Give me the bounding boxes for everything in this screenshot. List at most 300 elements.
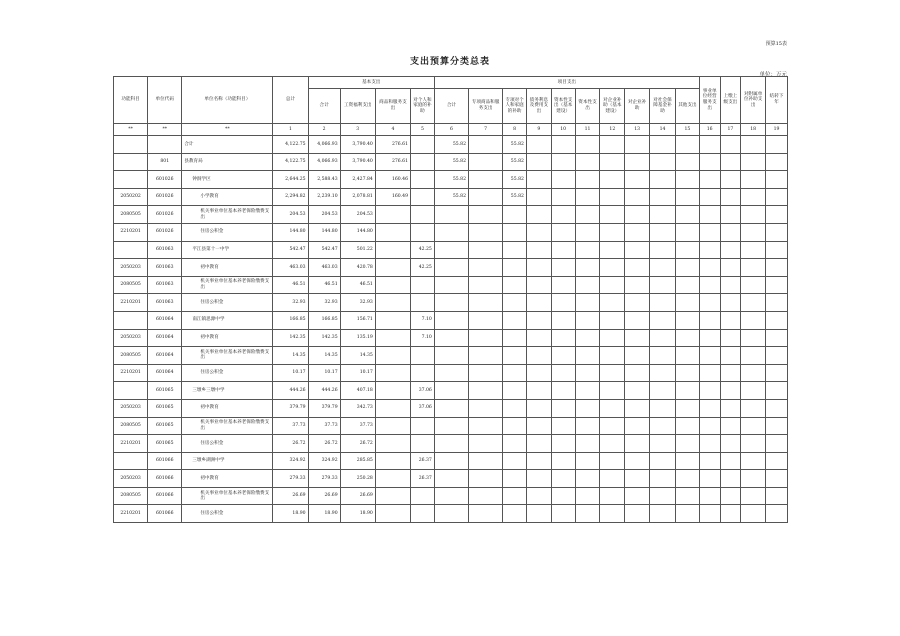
empty-cell [675,311,699,329]
empty-cell [526,136,551,154]
table-row [114,329,788,347]
empty-cell [766,347,788,365]
basic-person-cell [411,206,435,224]
func-code-cell: 2080505 [114,417,148,435]
empty-cell [551,487,575,505]
total-cell: 26.69 [273,487,308,505]
empty-cell [650,364,676,382]
unit-name-cell: 三墩乡湖洲中学 [182,452,273,470]
empty-cell [675,505,699,523]
budget-table [113,76,788,523]
empty-cell [720,417,741,435]
project-total-cell [434,223,468,241]
empty-cell [741,136,766,154]
empty-cell [526,470,551,488]
func-code-cell: 2050203 [114,329,148,347]
basic-total-cell: 46.51 [308,276,340,294]
empty-cell [575,382,600,400]
project-goods-cell [469,294,503,312]
empty-cell [766,153,788,171]
project-total-cell [434,399,468,417]
empty-cell [526,382,551,400]
empty-cell [766,276,788,294]
total-cell: 142.35 [273,329,308,347]
empty-cell [741,487,766,505]
empty-cell [741,206,766,224]
unit-code-cell: 601065 [148,399,182,417]
empty-cell [741,276,766,294]
empty-cell [600,505,625,523]
empty-cell [625,399,650,417]
project-person-cell: 55.82 [503,136,527,154]
project-person-cell [503,329,527,347]
unit-code-cell: 601064 [148,311,182,329]
empty-cell [600,223,625,241]
project-goods-cell [469,171,503,189]
empty-cell [625,153,650,171]
basic-total-cell: 463.03 [308,259,340,277]
unit-name-cell: 住房公积金 [182,505,273,523]
project-total-cell [434,470,468,488]
header-unit-code: 单位代码 [148,77,182,124]
empty-cell [526,435,551,453]
total-cell: 144.80 [273,223,308,241]
empty-cell [766,311,788,329]
project-goods-cell [469,505,503,523]
empty-cell [526,276,551,294]
basic-salary-cell: 46.51 [340,276,375,294]
basic-salary-cell: 26.72 [340,435,375,453]
project-person-cell [503,470,527,488]
func-code-cell: 2210201 [114,223,148,241]
empty-cell [575,399,600,417]
empty-cell [600,241,625,259]
empty-cell [699,452,720,470]
empty-cell [766,206,788,224]
basic-person-cell [411,294,435,312]
basic-person-cell [411,153,435,171]
header-project-sub: 资本性支出（基本建设） [551,89,575,124]
basic-person-cell [411,364,435,382]
unit-code-cell: 601064 [148,329,182,347]
project-total-cell [434,487,468,505]
basic-total-cell: 10.17 [308,364,340,382]
empty-cell [600,294,625,312]
empty-cell [625,223,650,241]
basic-salary-cell: 501.22 [340,241,375,259]
index-cell: 5 [411,124,435,136]
unit-name-cell: 钟洞学区 [182,171,273,189]
empty-cell [741,347,766,365]
empty-cell [741,294,766,312]
unit-code-cell: 601066 [148,487,182,505]
func-code-cell: 2080505 [114,487,148,505]
project-total-cell [434,329,468,347]
empty-cell [650,276,676,294]
project-person-cell [503,417,527,435]
empty-cell [699,188,720,206]
empty-cell [741,329,766,347]
project-total-cell [434,505,468,523]
basic-goods-cell [375,311,410,329]
empty-cell [650,470,676,488]
project-person-cell [503,435,527,453]
total-cell: 463.03 [273,259,308,277]
index-cell: 11 [575,124,600,136]
project-total-cell [434,276,468,294]
empty-cell [720,382,741,400]
project-goods-cell [469,259,503,277]
empty-cell [551,435,575,453]
empty-cell [766,470,788,488]
empty-cell [650,188,676,206]
project-goods-cell [469,188,503,206]
empty-cell [741,259,766,277]
empty-cell [600,470,625,488]
total-cell: 14.35 [273,347,308,365]
header-extra-1: 上缴上级支出 [720,77,741,124]
basic-person-cell [411,276,435,294]
empty-cell [699,136,720,154]
basic-total-cell: 18.90 [308,505,340,523]
header-basic-sub: 商品和服务支出 [375,89,410,124]
func-code-cell [114,241,148,259]
empty-cell [526,223,551,241]
header-project-sub: 对企业补助（基本建设） [600,89,625,124]
empty-cell [575,311,600,329]
empty-cell [600,417,625,435]
empty-cell [699,276,720,294]
header-unit-name: 单位名称（功能科目） [182,77,273,124]
empty-cell [675,470,699,488]
empty-cell [600,364,625,382]
project-person-cell [503,241,527,259]
empty-cell [551,382,575,400]
unit-name-cell: 机关事业单位基本养老保险缴费支出 [182,417,273,435]
empty-cell [650,487,676,505]
empty-cell [551,171,575,189]
empty-cell [575,136,600,154]
empty-cell [766,364,788,382]
basic-total-cell: 324.92 [308,452,340,470]
empty-cell [551,452,575,470]
empty-cell [766,241,788,259]
index-cell: 8 [503,124,527,136]
basic-person-cell [411,417,435,435]
func-code-cell: 2080505 [114,347,148,365]
project-total-cell: 55.82 [434,136,468,154]
header-basic-sub: 合计 [308,89,340,124]
unit-code-cell [148,136,182,154]
table-row [114,382,788,400]
empty-cell [600,206,625,224]
project-person-cell: 55.82 [503,171,527,189]
basic-salary-cell: 3,790.40 [340,153,375,171]
empty-cell [699,382,720,400]
basic-total-cell: 37.73 [308,417,340,435]
basic-goods-cell: 160.49 [375,188,410,206]
func-code-cell: 2210201 [114,294,148,312]
project-goods-cell [469,276,503,294]
basic-total-cell: 2,588.43 [308,171,340,189]
func-code-cell: 2050203 [114,259,148,277]
project-goods-cell [469,435,503,453]
total-cell: 46.51 [273,276,308,294]
empty-cell [526,399,551,417]
project-goods-cell [469,329,503,347]
index-cell: 2 [308,124,340,136]
project-goods-cell [469,470,503,488]
empty-cell [675,171,699,189]
basic-goods-cell [375,294,410,312]
project-goods-cell [469,417,503,435]
unit-code-cell: 601063 [148,259,182,277]
total-cell: 166.85 [273,311,308,329]
total-cell: 279.33 [273,470,308,488]
index-cell: 13 [625,124,650,136]
empty-cell [766,223,788,241]
empty-cell [625,171,650,189]
empty-cell [575,259,600,277]
table-row [114,171,788,189]
unit-code-cell: 601063 [148,294,182,312]
basic-total-cell: 144.80 [308,223,340,241]
empty-cell [600,188,625,206]
header-total: 总计 [273,77,308,124]
empty-cell [720,435,741,453]
basic-person-cell: 26.37 [411,452,435,470]
header-extra-3: 结转下年 [766,77,788,124]
empty-cell [675,153,699,171]
table-row [114,505,788,523]
basic-person-cell: 42.25 [411,241,435,259]
empty-cell [625,259,650,277]
index-cell: 18 [741,124,766,136]
empty-cell [575,417,600,435]
unit-name-cell: 县教育局 [182,153,273,171]
empty-cell [575,153,600,171]
empty-cell [720,452,741,470]
empty-cell [741,452,766,470]
empty-cell [741,223,766,241]
func-code-cell: 2210201 [114,364,148,382]
project-person-cell [503,259,527,277]
func-code-cell [114,136,148,154]
basic-salary-cell: 135.19 [340,329,375,347]
empty-cell [766,399,788,417]
empty-cell [720,364,741,382]
header-project-sub: 专项对个人和家庭的补助 [503,89,527,124]
unit-name-cell: 小学教育 [182,188,273,206]
table-row [114,487,788,505]
basic-total-cell: 2,239.10 [308,188,340,206]
empty-cell [720,241,741,259]
empty-cell [675,417,699,435]
project-total-cell [434,435,468,453]
empty-cell [675,364,699,382]
basic-salary-cell: 18.90 [340,505,375,523]
header-project-sub: 专项商品和服务支出 [469,89,503,124]
basic-total-cell: 542.47 [308,241,340,259]
empty-cell [675,435,699,453]
empty-cell [526,153,551,171]
empty-cell [600,382,625,400]
basic-total-cell: 14.35 [308,347,340,365]
func-code-cell: 2210201 [114,435,148,453]
empty-cell [600,153,625,171]
empty-cell [600,399,625,417]
basic-goods-cell [375,399,410,417]
empty-cell [699,347,720,365]
func-code-cell: 2050203 [114,470,148,488]
project-person-cell [503,364,527,382]
header-project-sub: 对企业补助 [625,89,650,124]
unit-code-cell: 801 [148,153,182,171]
project-goods-cell [469,364,503,382]
index-cell: 14 [650,124,676,136]
project-total-cell [434,382,468,400]
basic-person-cell [411,505,435,523]
empty-cell [766,382,788,400]
basic-salary-cell: 342.73 [340,399,375,417]
empty-cell [675,329,699,347]
empty-cell [526,505,551,523]
empty-cell [625,452,650,470]
empty-cell [551,399,575,417]
project-person-cell [503,223,527,241]
total-cell: 324.92 [273,452,308,470]
empty-cell [766,259,788,277]
empty-cell [699,171,720,189]
index-cell: 9 [526,124,551,136]
empty-cell [741,311,766,329]
basic-salary-cell: 10.17 [340,364,375,382]
func-code-cell [114,153,148,171]
unit-label: 单位：万元 [759,72,787,78]
empty-cell [699,311,720,329]
empty-cell [699,399,720,417]
empty-cell [699,153,720,171]
basic-goods-cell [375,347,410,365]
empty-cell [551,153,575,171]
empty-cell [600,136,625,154]
total-cell: 2,294.82 [273,188,308,206]
empty-cell [699,364,720,382]
unit-code-cell: 601026 [148,223,182,241]
empty-cell [575,188,600,206]
empty-cell [625,487,650,505]
project-person-cell [503,206,527,224]
empty-cell [526,171,551,189]
empty-cell [551,294,575,312]
empty-cell [625,347,650,365]
empty-cell [699,487,720,505]
empty-cell [720,470,741,488]
index-row [114,124,788,136]
project-person-cell [503,382,527,400]
empty-cell [699,259,720,277]
basic-person-cell [411,487,435,505]
empty-cell [526,241,551,259]
header-basic: 基本支出 [308,77,434,89]
total-cell: 379.79 [273,399,308,417]
empty-cell [575,364,600,382]
total-cell: 444.26 [273,382,308,400]
empty-cell [741,153,766,171]
empty-cell [741,399,766,417]
empty-cell [625,470,650,488]
empty-cell [526,294,551,312]
table-row [114,364,788,382]
index-cell: 4 [375,124,410,136]
unit-name-cell: 住房公积金 [182,223,273,241]
basic-salary-cell: 26.69 [340,487,375,505]
basic-person-cell [411,136,435,154]
func-code-cell: 2210201 [114,505,148,523]
project-goods-cell [469,487,503,505]
unit-code-cell: 601066 [148,470,182,488]
empty-cell [650,399,676,417]
project-total-cell [434,294,468,312]
table-row [114,136,788,154]
total-cell: 10.17 [273,364,308,382]
empty-cell [575,241,600,259]
basic-total-cell: 32.93 [308,294,340,312]
empty-cell [575,487,600,505]
empty-cell [625,206,650,224]
func-code-cell [114,171,148,189]
basic-salary-cell: 144.80 [340,223,375,241]
table-row [114,311,788,329]
total-cell: 26.72 [273,435,308,453]
empty-cell [766,171,788,189]
empty-cell [675,259,699,277]
basic-person-cell [411,171,435,189]
empty-cell [650,505,676,523]
basic-total-cell: 444.26 [308,382,340,400]
empty-cell [650,171,676,189]
empty-cell [699,417,720,435]
basic-salary-cell: 2,078.81 [340,188,375,206]
empty-cell [575,329,600,347]
page-title: 支出预算分类总表 [409,57,490,67]
empty-cell [720,294,741,312]
empty-cell [766,452,788,470]
empty-cell [575,505,600,523]
empty-cell [650,206,676,224]
project-total-cell: 55.82 [434,153,468,171]
empty-cell [766,417,788,435]
table-row [114,276,788,294]
project-total-cell [434,259,468,277]
empty-cell [766,136,788,154]
unit-code-cell: 601026 [148,206,182,224]
empty-cell [720,223,741,241]
empty-cell [600,487,625,505]
empty-cell [551,259,575,277]
func-code-cell: 2080505 [114,206,148,224]
project-person-cell [503,452,527,470]
empty-cell [650,136,676,154]
empty-cell [551,241,575,259]
empty-cell [526,452,551,470]
header-extra-0: 事业单位经营服务支出 [699,77,720,124]
empty-cell [699,223,720,241]
basic-total-cell: 379.79 [308,399,340,417]
index-cell: 17 [720,124,741,136]
index-cell: 15 [675,124,699,136]
empty-cell [766,188,788,206]
